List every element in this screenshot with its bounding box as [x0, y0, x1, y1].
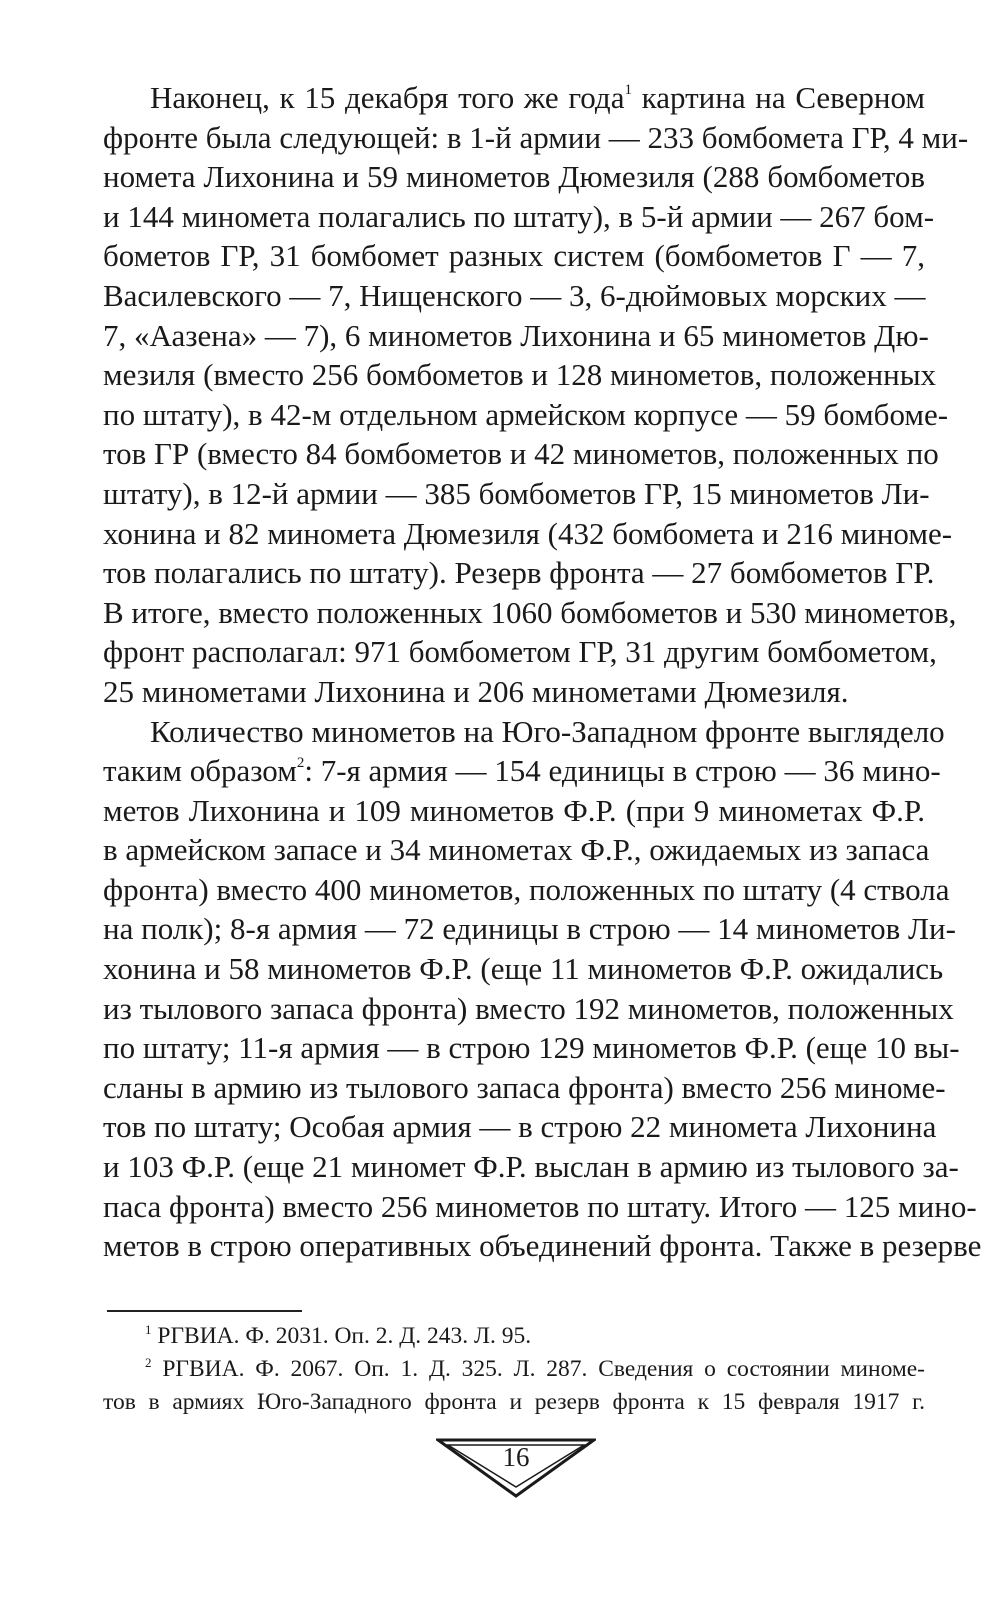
text-line: в армейском запасе и 34 минометах Ф.Р., ожидаемых из запаса: [103, 832, 930, 868]
text-line: и 144 миномета полагались по штату), в 5-й армии — 267 бом-: [103, 198, 935, 234]
text-line: фронта) вместо 400 минометов, положенных по штату (4 ствола: [103, 871, 950, 907]
footnote-2: $^2$ РГВИА. Ф. 2067. Оп. 1. Д. 325. Л. 287. Сведения о состоянии миноме-: [145, 1355, 925, 1382]
text-line: мезиля (вместо 256 бомбометов и 128 минометов, положенных: [103, 357, 937, 393]
footnote-1: $^1$ РГВИА. Ф. 2031. Оп. 2. Д. 243. Л. 95.: [145, 1322, 532, 1349]
text-line: на полк); 8-я армия — 72 единицы в строю — 14 минометов Ли-: [103, 911, 956, 947]
text-line: штату), в 12-й армии — 385 бомбометов ГР, 15 минометов Ли-: [103, 475, 930, 511]
text-line: фронт располагал: 971 бомбометом ГР, 31 другим бомбометом,: [103, 634, 937, 670]
text-line: и 103 Ф.Р. (еще 21 миномет Ф.Р. выслан в армию из тылового за-: [103, 1149, 959, 1185]
text-line: Наконец, к 15 декабря того же года$^1$ картина на Северном: [150, 80, 925, 115]
footnote-ref-2[interactable]: 2: [296, 755, 305, 772]
text-line: таким образом$^2$: 7-я армия — 154 единицы в строю — 36 мино-: [103, 753, 941, 789]
text-line: тов по штату; Особая армия — в строю 22 миномета Лихонина: [103, 1109, 937, 1145]
text-line: тов ГР (вместо 84 бомбометов и 42 минометов, положенных по: [103, 436, 939, 472]
text-line: Василевского — 7, Нищенского — 3, 6-дюймовых морских —: [103, 277, 926, 313]
text-line: тов полагались по штату). Резерв фронта — 27 бомбометов ГР.: [103, 555, 935, 591]
text-line: 25 минометами Лихонина и 206 минометами Дюмезиля.: [103, 673, 849, 709]
footnote-mark: 1: [145, 1322, 152, 1337]
text-line: Количество минометов на Юго-Западном фронте выглядело: [150, 713, 945, 749]
text-line: по штату), в 42-м отдельном армейском корпусе — 59 бомбоме-: [103, 396, 949, 432]
page-number-ornament: [436, 1438, 596, 1500]
text-line: хонина и 58 минометов Ф.Р. (еще 11 минометов Ф.Р. ожидались: [103, 951, 944, 987]
text-line: по штату; 11-я армия — в строю 129 минометов Ф.Р. (еще 10 вы-: [103, 1030, 960, 1066]
footnote-mark: 2: [145, 1355, 152, 1370]
text-line: из тылового запаса фронта) вместо 192 минометов, положенных: [103, 990, 954, 1026]
footnote-2-continuation: тов в армиях Юго-Западного фронта и резерв фронта к 15 февраля 1917 г.: [103, 1389, 925, 1415]
text-line: хонина и 82 миномета Дюмезиля (432 бомбомета и 216 миноме-: [103, 515, 953, 551]
footnote-ref-1[interactable]: 1: [624, 82, 632, 98]
text-line: бометов ГР, 31 бомбомет разных систем (бомбометов Г — 7,: [103, 238, 925, 274]
text-line: 7, «Аазена» — 7), 6 минометов Лихонина и 65 минометов Дю-: [103, 317, 929, 353]
text-line: сланы в армию из тылового запаса фронта) вместо 256 миноме-: [103, 1069, 946, 1105]
footnote-divider: [107, 1310, 302, 1312]
body-text: [103, 78, 982, 1266]
text-line: метов в строю оперативных объединений фронта. Также в резерве: [103, 1228, 982, 1264]
text-line: фронте была следующей: в 1-й армии — 233 бомбомета ГР, 4 ми-: [103, 119, 969, 155]
footnotes: [103, 1320, 925, 1419]
page-number: 16: [502, 1442, 530, 1472]
text-line: паса фронта) вместо 256 минометов по штату. Итого — 125 мино-: [103, 1188, 977, 1224]
text-line: метов Лихонина и 109 минометов Ф.Р. (при 9 минометах Ф.Р.: [103, 792, 925, 828]
text-line: В итоге, вместо положенных 1060 бомбометов и 530 минометов,: [103, 594, 957, 630]
text-line: номета Лихонина и 59 минометов Дюмезиля (288 бомбометов: [103, 159, 925, 195]
